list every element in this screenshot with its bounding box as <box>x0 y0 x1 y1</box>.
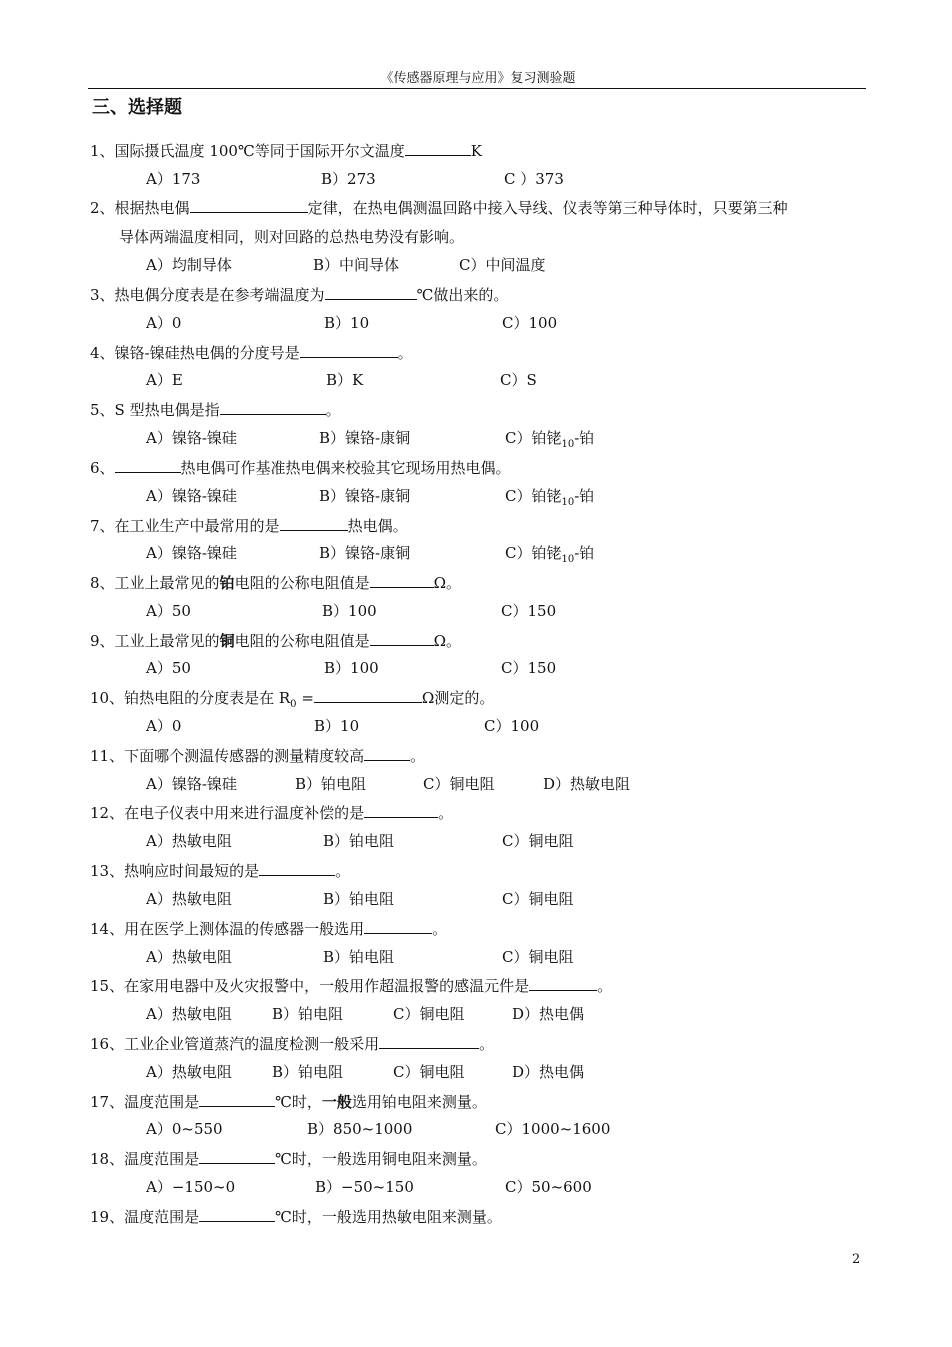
option-b: B）镍铬-康铜 <box>319 544 411 562</box>
answer-blank <box>190 197 308 213</box>
option-b: B）镍铬-康铜 <box>319 429 411 447</box>
option-d: D）热电偶 <box>512 1005 585 1023</box>
option-b: B）K <box>326 371 364 389</box>
option-b: B）铂电阻 <box>323 948 395 966</box>
option-a: A）50 <box>146 602 191 620</box>
option-b: B）100 <box>324 659 379 677</box>
answer-blank <box>370 572 434 588</box>
option-c: C）铜电阻 <box>423 775 495 793</box>
question-5: 5、S 型热电偶是指 。 <box>90 401 341 419</box>
option-b: B）100 <box>322 602 377 620</box>
question-15: 15、在家用电器中及火灾报警中，一般用作超温报警的感温元件是 。 <box>90 977 613 995</box>
option-c: C ）373 <box>504 170 564 188</box>
answer-blank <box>199 1091 275 1107</box>
option-b: B）铂电阻 <box>272 1005 344 1023</box>
option-c: C）铜电阻 <box>502 832 574 850</box>
option-a: A）热敏电阻 <box>146 1005 232 1023</box>
subscript: 10 <box>561 439 575 450</box>
option-d: D）热电偶 <box>512 1063 585 1081</box>
option-c: C）铜电阻 <box>502 948 574 966</box>
option-b: B）铂电阻 <box>295 775 367 793</box>
option-b: B）铂电阻 <box>323 890 395 908</box>
option-a: A）E <box>146 371 183 389</box>
question-9: 9、工业上最常见的铜电阻的公称电阻值是 Ω。 <box>90 632 462 650</box>
option-c: C）150 <box>501 602 557 620</box>
option-a: A）热敏电阻 <box>146 832 232 850</box>
answer-blank <box>325 284 417 300</box>
question-7: 7、在工业生产中最常用的是 热电偶。 <box>90 517 408 535</box>
option-c: C）S <box>500 371 537 389</box>
option-b: B）10 <box>314 717 360 735</box>
question-13: 13、热响应时间最短的是 。 <box>90 862 351 880</box>
option-c: C）铂铑$_{10}$-铂 <box>505 544 595 565</box>
header-rule <box>88 88 866 89</box>
option-c: C）100 <box>484 717 540 735</box>
option-c: C）铜电阻 <box>393 1005 465 1023</box>
answer-blank <box>364 802 438 818</box>
question-19: 19、温度范围是 ℃时，一般选用热敏电阻来测量。 <box>90 1208 502 1226</box>
option-a: A）0~550 <box>146 1120 223 1138</box>
question-16: 16、工业企业管道蒸汽的温度检测一般采用 。 <box>90 1035 495 1053</box>
question-6: 6、 热电偶可作基准热电偶来校验其它现场用热电偶。 <box>90 459 511 477</box>
question-3: 3、热电偶分度表是在参考端温度为 ℃做出来的。 <box>90 286 509 304</box>
answer-blank <box>364 745 410 761</box>
option-b: B）273 <box>321 170 376 188</box>
option-c: C）中间温度 <box>459 256 546 274</box>
option-c: C）铂铑$_{10}$-铂 <box>505 429 595 450</box>
question-11: 11、下面哪个测温传感器的测量精度较高 。 <box>90 747 426 765</box>
option-a: A）镍铬-镍硅 <box>146 429 237 447</box>
section-title: 三、选择题 <box>92 97 182 118</box>
option-c: C）50~600 <box>505 1178 592 1196</box>
answer-blank <box>370 630 434 646</box>
question-17: 17、温度范围是 ℃时，一般选用铂电阻来测量。 <box>90 1093 487 1111</box>
answer-blank <box>280 515 348 531</box>
option-a: A）50 <box>146 659 191 677</box>
running-header: 《传感器原理与应用》复习测验题 <box>380 71 576 86</box>
option-b: B）850~1000 <box>307 1120 413 1138</box>
option-c: C）100 <box>502 314 558 332</box>
subscript: 10 <box>561 554 575 565</box>
answer-blank <box>300 342 398 358</box>
option-b: B）镍铬-康铜 <box>319 487 411 505</box>
option-c: C）1000~1600 <box>495 1120 611 1138</box>
question-18: 18、温度范围是 ℃时，一般选用铜电阻来测量。 <box>90 1150 487 1168</box>
subscript: 10 <box>561 497 575 508</box>
option-c: C）铜电阻 <box>502 890 574 908</box>
question-8: 8、工业上最常见的铂电阻的公称电阻值是 Ω。 <box>90 574 462 592</box>
answer-blank <box>379 1033 479 1049</box>
option-c: C）铜电阻 <box>393 1063 465 1081</box>
page-number: 2 <box>852 1252 861 1267</box>
option-a: A）镍铬-镍硅 <box>146 544 237 562</box>
option-a: A）173 <box>146 170 201 188</box>
option-d: D）热敏电阻 <box>543 775 631 793</box>
option-b: B）−50~150 <box>315 1178 414 1196</box>
option-c: C）150 <box>501 659 557 677</box>
option-a: A）0 <box>146 717 182 735</box>
question-10: 10、铂热电阻的分度表是在 $R_0 = \Omega$测定的。 <box>90 689 495 710</box>
question-14: 14、用在医学上测体温的传感器一般选用 。 <box>90 920 448 938</box>
option-a: A）热敏电阻 <box>146 890 232 908</box>
answer-blank <box>199 1206 275 1222</box>
question-1: 1、国际摄氏温度 100℃等同于国际开尔文温度 K <box>90 142 482 160</box>
answer-blank <box>405 140 471 156</box>
answer-blank <box>199 1148 275 1164</box>
answer-blank <box>220 399 326 415</box>
answer-blank <box>314 687 422 703</box>
question-12: 12、在电子仪表中用来进行温度补偿的是 。 <box>90 804 454 822</box>
answer-blank <box>259 860 335 876</box>
question-2: 2、根据热电偶 定律，在热电偶测温回路中接入导线、仪表等第三种导体时，只要第三种 导体两端温度相同，则对回路的总热电势没有影响。 <box>90 199 788 246</box>
option-a: A）镍铬-镍硅 <box>146 775 237 793</box>
answer-blank <box>115 457 181 473</box>
option-a: A）热敏电阻 <box>146 948 232 966</box>
option-b: B）铂电阻 <box>272 1063 344 1081</box>
option-a: A）0 <box>146 314 182 332</box>
option-a: A）−150~0 <box>146 1178 236 1196</box>
option-a: A）均制导体 <box>146 256 232 274</box>
option-a: A）镍铬-镍硅 <box>146 487 237 505</box>
answer-blank <box>529 975 597 991</box>
option-b: B）中间导体 <box>313 256 400 274</box>
option-a: A）热敏电阻 <box>146 1063 232 1081</box>
option-b: B）铂电阻 <box>323 832 395 850</box>
answer-blank <box>364 918 432 934</box>
subscript: 0 <box>290 699 297 710</box>
option-b: B）10 <box>324 314 370 332</box>
option-c: C）铂铑$_{10}$-铂 <box>505 487 595 508</box>
question-4: 4、镍铬-镍硅热电偶的分度号是 。 <box>90 344 413 362</box>
